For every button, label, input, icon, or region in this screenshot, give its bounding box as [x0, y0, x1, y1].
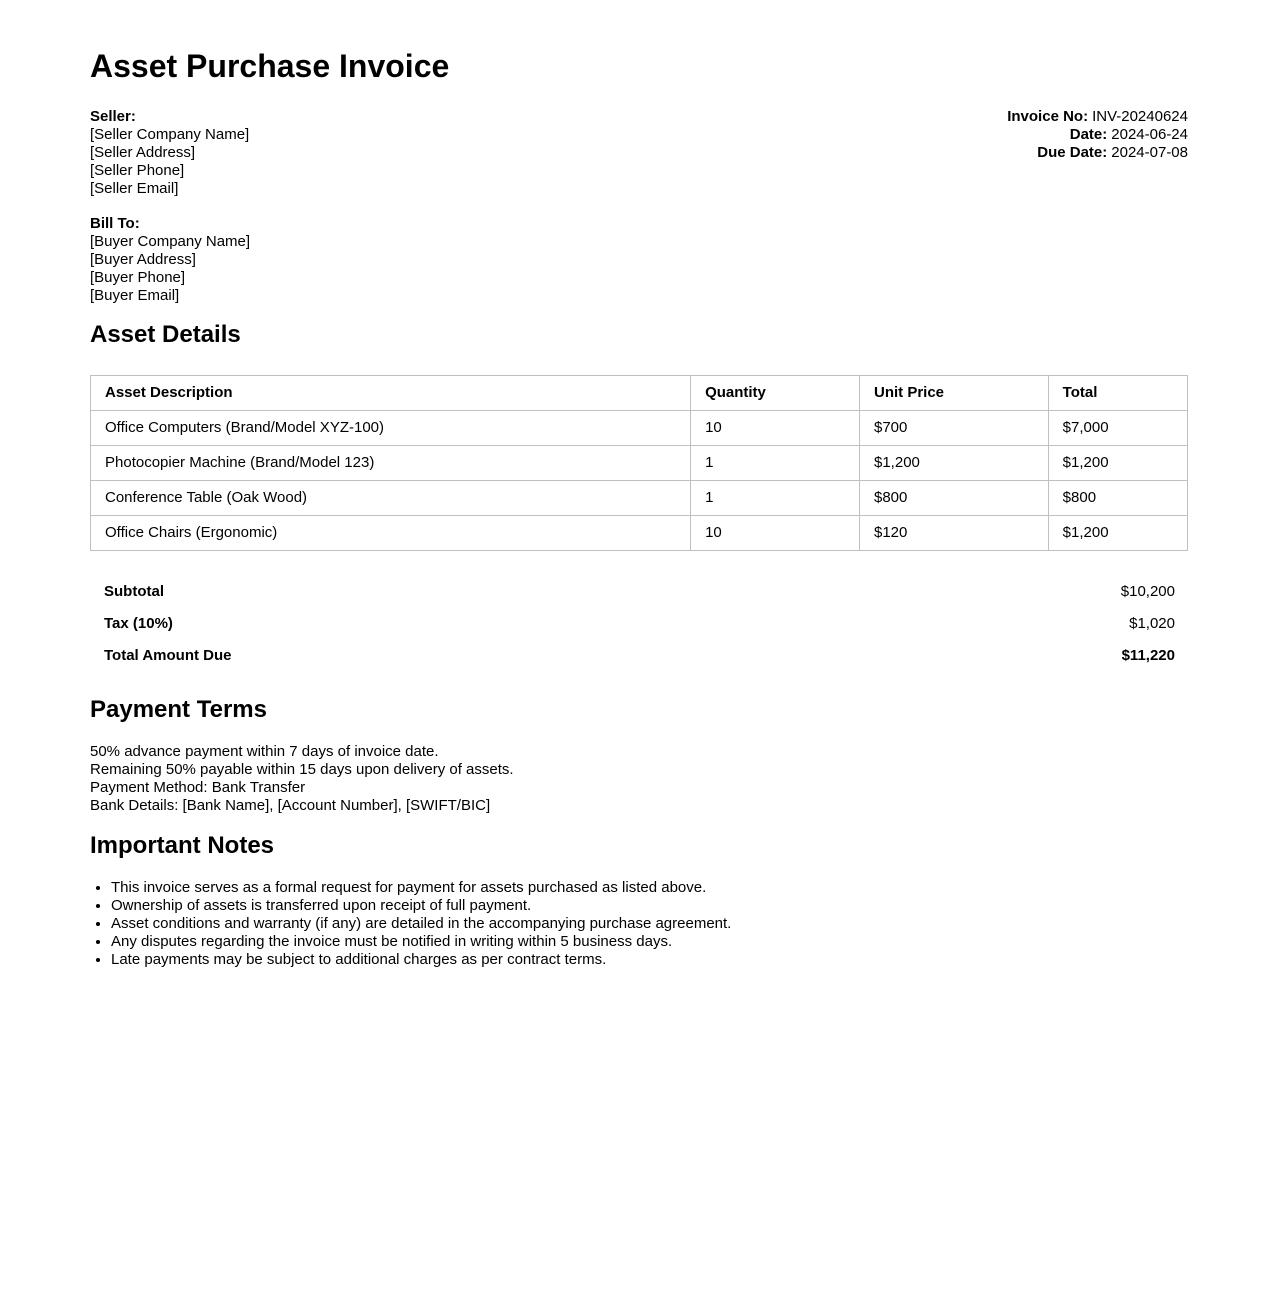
note-item: • Asset conditions and warranty (if any) are detailed in the accompanying purchase agreement. [111, 915, 1188, 933]
note-item: • Any disputes regarding the invoice must be notified in writing within 5 business days. [111, 933, 1188, 951]
payment-terms-line: Payment Method: Bank Transfer [90, 779, 306, 796]
invoice-number-value: INV-20240624 [1092, 108, 1188, 125]
tax-label: Tax (10%) [104, 615, 173, 632]
buyer-company: [Buyer Company Name] [90, 233, 251, 250]
cell-unit-price: $700 [860, 411, 1049, 446]
tax-row [90, 608, 1188, 640]
cell-description: Office Chairs (Ergonomic) [91, 516, 691, 551]
total-due-label: Total Amount Due [104, 647, 232, 664]
seller-phone: [Seller Phone] [90, 162, 185, 179]
column-header-total: Total [1048, 376, 1187, 411]
cell-quantity: 10 [691, 411, 860, 446]
subtotal-value: $10,200 [1120, 583, 1175, 600]
column-header-unit-price: Unit Price [860, 376, 1049, 411]
subtotal-label: Subtotal [104, 583, 164, 600]
cell-total: $1,200 [1048, 446, 1187, 481]
total-due-row [90, 640, 1188, 672]
bill-to-label: Bill To: [90, 215, 140, 232]
seller-label: Seller: [90, 108, 136, 125]
buyer-phone: [Buyer Phone] [90, 269, 186, 286]
subtotal-row [90, 576, 1188, 608]
seller-block [90, 108, 249, 198]
payment-terms-line: 50% advance payment within 7 days of invoice date. [90, 743, 439, 760]
table-header-row [91, 376, 1188, 411]
header-row [90, 108, 1188, 198]
cell-total: $7,000 [1048, 411, 1187, 446]
table-row [91, 516, 1188, 551]
seller-address: [Seller Address] [90, 144, 196, 161]
seller-email: [Seller Email] [90, 180, 179, 197]
cell-quantity: 10 [691, 516, 860, 551]
asset-details-heading: Asset Details [90, 321, 241, 348]
cell-unit-price: $120 [860, 516, 1049, 551]
tax-value: $1,020 [1129, 615, 1175, 632]
invoice-number-line [1007, 108, 1188, 126]
invoice-due-date-label: Due Date: [1037, 144, 1108, 161]
important-notes-heading: Important Notes [90, 832, 275, 859]
totals-summary [90, 576, 1188, 672]
invoice-date-label: Date: [1069, 126, 1108, 143]
asset-table [90, 375, 1188, 551]
cell-description: Photocopier Machine (Brand/Model 123) [91, 446, 691, 481]
total-due-value: $11,220 [1121, 647, 1175, 664]
cell-description: Office Computers (Brand/Model XYZ-100) [91, 411, 691, 446]
page-title: Asset Purchase Invoice [90, 48, 450, 84]
cell-quantity: 1 [691, 481, 860, 516]
important-notes-list [90, 879, 1188, 969]
note-item: • This invoice serves as a formal request for payment for assets purchased as listed above. [111, 879, 1188, 897]
buyer-address: [Buyer Address] [90, 251, 196, 268]
buyer-email: [Buyer Email] [90, 287, 180, 304]
cell-total: $800 [1048, 481, 1187, 516]
table-row [91, 481, 1188, 516]
payment-terms-line: Remaining 50% payable within 15 days upon delivery of assets. [90, 761, 514, 778]
invoice-due-date-line [1007, 144, 1188, 162]
payment-terms-heading: Payment Terms [90, 696, 267, 723]
invoice-number-label: Invoice No: [1007, 108, 1089, 125]
cell-quantity: 1 [691, 446, 860, 481]
invoice-date-line [1007, 126, 1188, 144]
cell-unit-price: $800 [860, 481, 1049, 516]
column-header-description: Asset Description [91, 376, 691, 411]
note-item: • Late payments may be subject to additional charges as per contract terms. [111, 951, 1188, 969]
payment-terms-line: Bank Details: [Bank Name], [Account Number], [SWIFT/BIC] [90, 797, 491, 814]
cell-total: $1,200 [1048, 516, 1187, 551]
note-item: • Ownership of assets is transferred upon receipt of full payment. [111, 897, 1188, 915]
cell-unit-price: $1,200 [860, 446, 1049, 481]
invoice-meta-block [1007, 108, 1188, 162]
seller-company: [Seller Company Name] [90, 126, 250, 143]
invoice-date-value: 2024-06-24 [1111, 126, 1188, 143]
table-row [91, 411, 1188, 446]
invoice-due-date-value: 2024-07-08 [1111, 144, 1188, 161]
bill-to-block [90, 215, 1188, 305]
payment-terms-text [90, 743, 1188, 815]
table-row [91, 446, 1188, 481]
column-header-quantity: Quantity [691, 376, 860, 411]
cell-description: Conference Table (Oak Wood) [91, 481, 691, 516]
